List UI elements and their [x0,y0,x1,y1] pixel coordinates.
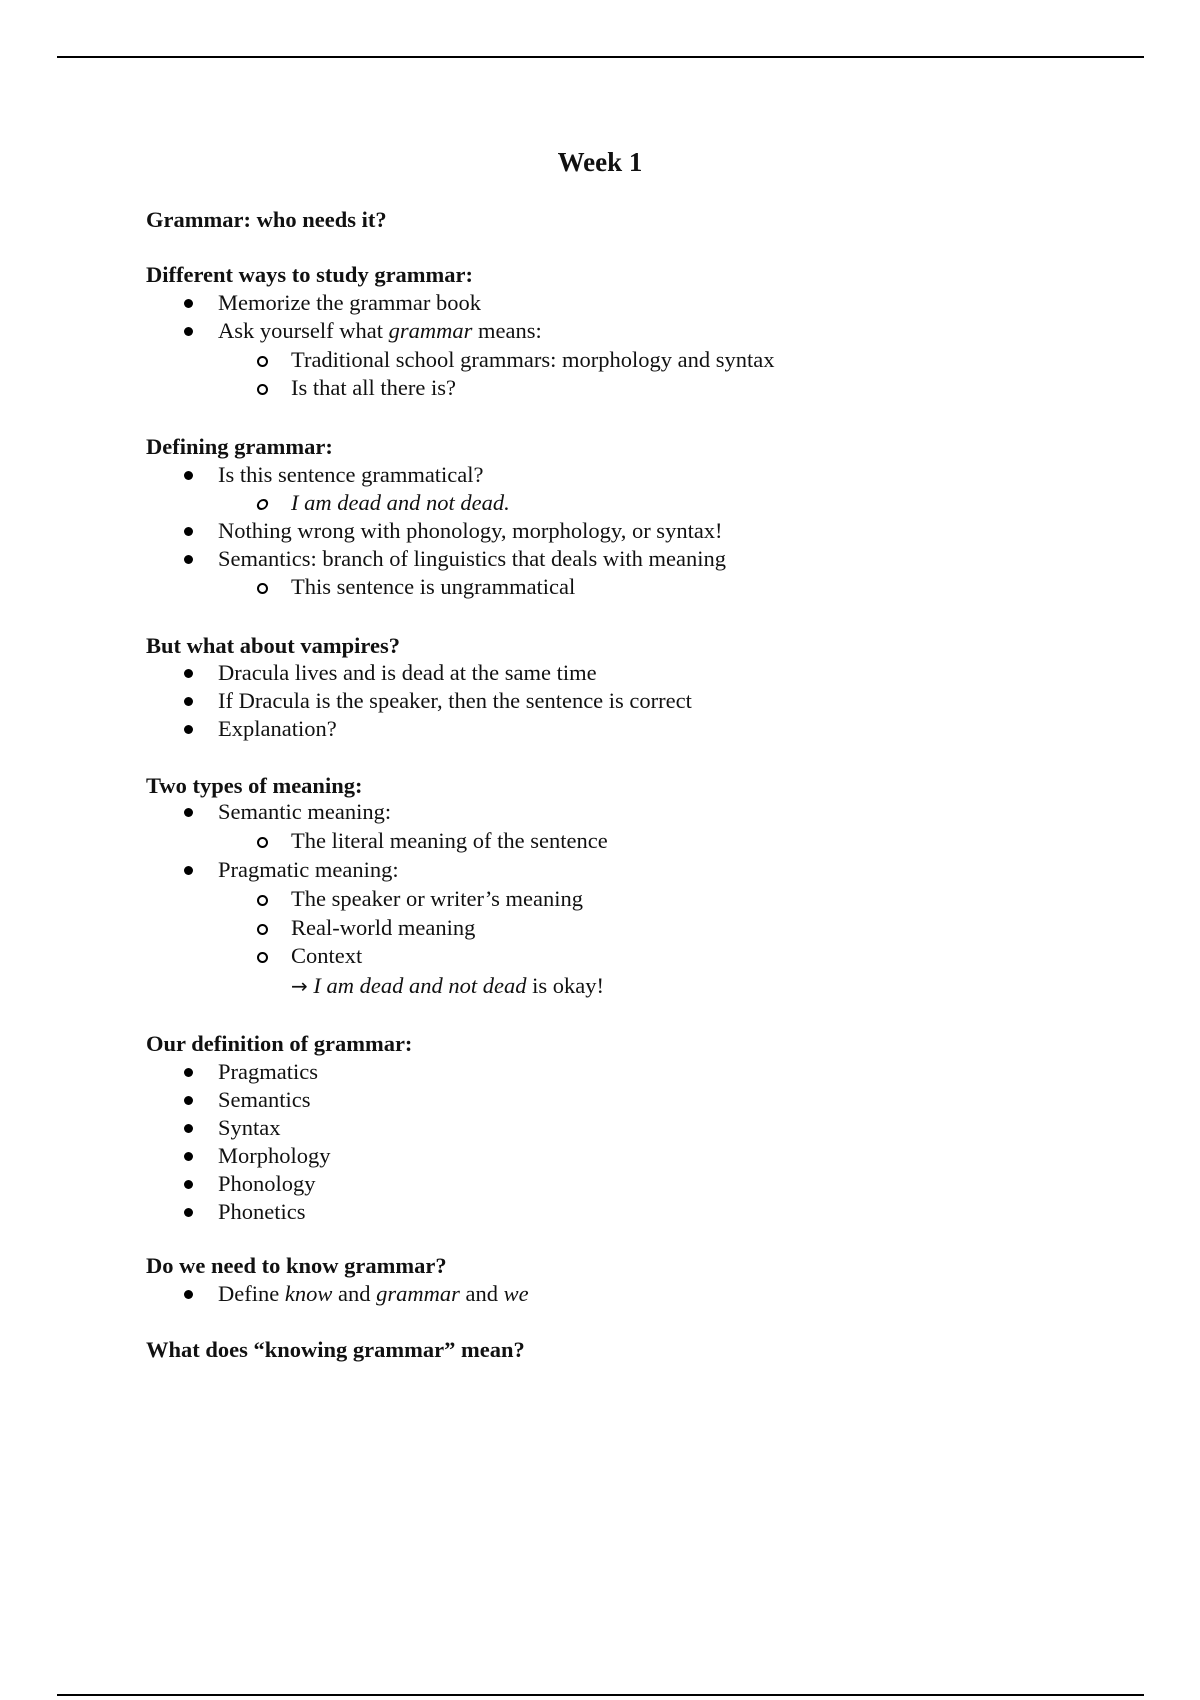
circle-bullet-icon [257,837,268,848]
sub-list-item: This sentence is ungrammatical [291,574,576,599]
bullet-icon [184,1290,193,1299]
bullet-icon [184,808,193,817]
example-sentence: I am dead and not dead [313,973,527,998]
heading-our-definition: Our definition of grammar: [146,1031,413,1056]
list-item-text: and [459,1281,504,1306]
bullet-icon [184,527,193,536]
circle-bullet-icon [257,356,268,367]
list-item: Nothing wrong with phonology, morphology, or syntax! [218,518,723,543]
conclusion-text: is okay! [526,973,604,998]
sub-list-item: Is that all there is? [291,375,456,400]
list-item: If Dracula is the speaker, then the sentence is correct [218,688,692,713]
bullet-icon [184,1124,193,1133]
sub-list-item: The literal meaning of the sentence [291,828,608,853]
list-item: Pragmatics [218,1059,318,1084]
list-item: Semantic meaning: [218,799,392,824]
circle-bullet-icon [257,895,268,906]
list-item [218,1280,529,1308]
emphasis-text: we [503,1281,529,1306]
sub-list-item: Traditional school grammars: morphology and syntax [291,347,775,372]
bullet-icon [184,327,193,336]
circle-bullet-icon [257,924,268,935]
bullet-icon [184,471,193,480]
bullet-icon [184,555,193,564]
bullet-icon [184,1096,193,1105]
sub-list-item: The speaker or writer’s meaning [291,886,583,911]
circle-bullet-icon [257,952,268,963]
list-item: Semantics [218,1087,311,1112]
list-item: Syntax [218,1115,281,1140]
example-sentence: I am dead and not dead. [291,490,510,515]
circle-bullet-icon [257,384,268,395]
sub-list-item: Real-world meaning [291,915,476,940]
heading-vampires: But what about vampires? [146,633,400,658]
arrow-right-icon: → [291,974,308,998]
header-rule [57,56,1144,58]
list-item: Morphology [218,1143,331,1168]
bullet-icon [184,1208,193,1217]
list-item: Explanation? [218,716,337,741]
bullet-icon [184,697,193,706]
list-item [218,317,542,345]
list-item: Dracula lives and is dead at the same time [218,660,597,685]
list-item-text: and [332,1281,377,1306]
list-item: Is this sentence grammatical? [218,462,484,487]
heading-need-to-know: Do we need to know grammar? [146,1253,447,1278]
circle-bullet-icon [256,499,269,510]
bullet-icon [184,1180,193,1189]
list-item-text: Define [218,1281,285,1306]
list-item: Pragmatic meaning: [218,857,399,882]
bullet-icon [184,299,193,308]
circle-bullet-icon [257,583,268,594]
sub-list-item: Context [291,943,363,968]
bullet-icon [184,1068,193,1077]
page-title: Week 1 [557,147,643,177]
heading-who-needs-it: Grammar: who needs it? [146,207,387,232]
emphasis-text: grammar [388,318,473,343]
bullet-icon [184,1152,193,1161]
conclusion-line [291,972,604,1000]
emphasis-text: know [284,1281,333,1306]
footer-rule [57,1694,1144,1696]
bullet-icon [184,725,193,734]
heading-defining-grammar: Defining grammar: [146,434,333,459]
list-item: Memorize the grammar book [218,290,482,315]
list-item-text: Ask yourself what [218,318,389,343]
bullet-icon [184,669,193,678]
sub-list-item [291,489,510,517]
heading-ways-to-study: Different ways to study grammar: [146,262,474,287]
list-item: Phonology [218,1171,316,1196]
heading-two-types: Two types of meaning: [146,773,363,798]
list-item: Semantics: branch of linguistics that deals with meaning [218,546,727,571]
bullet-icon [184,866,193,875]
heading-knowing-grammar: What does “knowing grammar” mean? [146,1337,525,1362]
list-item-text: means: [472,318,542,343]
list-item: Phonetics [218,1199,306,1224]
emphasis-text: grammar [376,1281,460,1306]
